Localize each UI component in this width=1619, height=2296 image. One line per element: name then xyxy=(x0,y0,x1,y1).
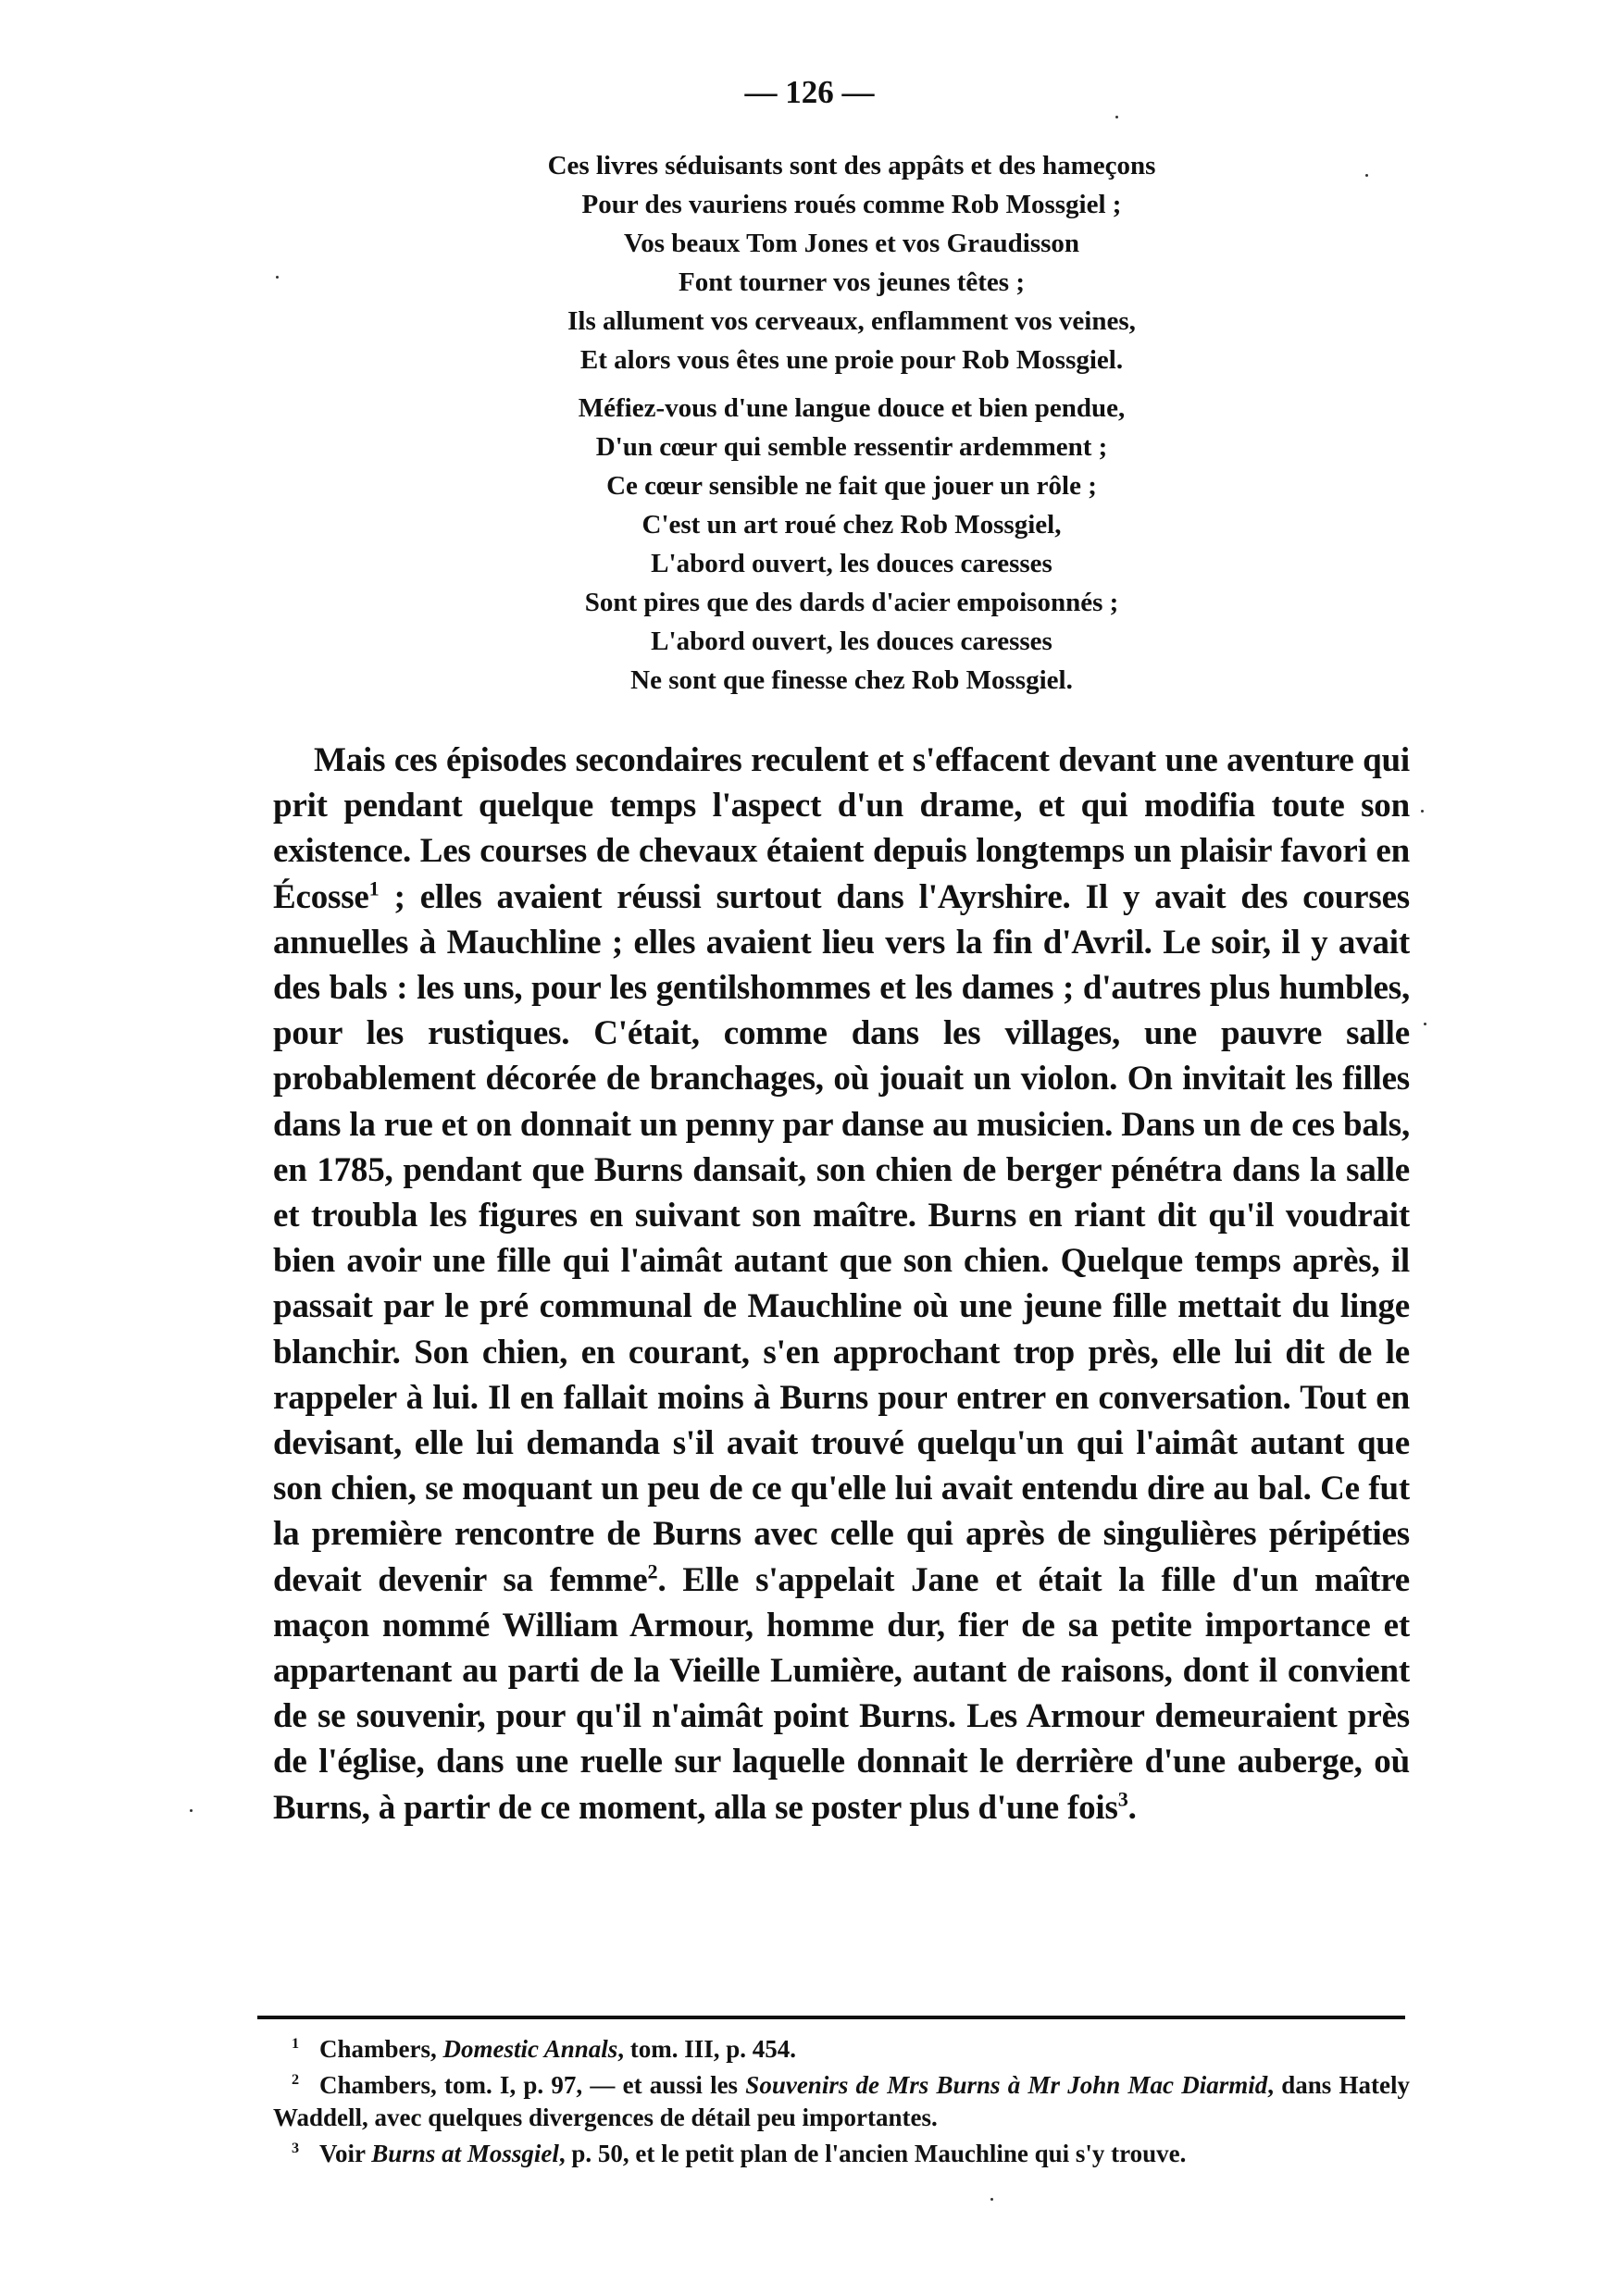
poem-stanza-1 xyxy=(426,146,1277,379)
footnote-text: Chambers, tom. I, p. 97, — et aussi les xyxy=(319,2071,746,2099)
scan-speck xyxy=(1424,1023,1426,1025)
scan-speck xyxy=(276,276,279,279)
footnote-title: Burns at Mossgiel xyxy=(371,2140,559,2167)
poem-line: L'abord ouvert, les douces caresses xyxy=(651,627,1052,656)
page-number: — 126 — xyxy=(744,74,875,110)
poem-line: Ces livres séduisants sont des appâts et des hameçons xyxy=(547,151,1156,180)
paragraph-text: . Elle s'appelait Jane et était la fille d'un maître maçon nommé William Armour, homme dur, fier de sa petite importance et appartenant au parti de la Vieille Lumière, autant de raisons, dont il convient de se souvenir, pour qu'il n'aimât point Burns. Les Armour demeuraient près de l'église, dans une ruelle sur laquelle donnait le derrière d'une auberge, où Burns, à partir de ce moment, alla se poster plus d'une fois xyxy=(273,1560,1410,1827)
poem-line: Ce cœur sensible ne fait que jouer un rôle ; xyxy=(606,471,1097,501)
body-paragraph xyxy=(273,738,1410,1831)
scan-speck xyxy=(190,1809,193,1812)
scan-speck xyxy=(990,2198,993,2201)
paragraph-text: . xyxy=(1127,1788,1137,1827)
paragraph-text: ; elles avaient réussi surtout dans l'Ayrshire. Il y avait des courses annuelles à Mauchline ; elles avaient lieu vers la fin d'Avril. Le soir, il y avait des bals : les uns, pour les gentilshommes et les dames ; d'autres plus humbles, pour les rustiques. C'était, comme dans les villages, une pauvre salle probablement décorée de branchages, où jouait un violon. On invitait les filles dans la rue et on donnait un penny par danse au musicien. Dans un de ces bals, en 1785, pendant que Burns dansait, son chien de berger pénétra dans la salle et troubla les figures en suivant son maître. Burns en riant dit qu'il voudrait bien avoir une fille qui l'aimât autant que son chien. Quelque temps après, il passait par le pré communal de Mauchline où une jeune fille mettait du linge blanchir. Son chien, en courant, s'en approchant trop près, elle lui dit de le rappeler à lui. Il en fallait moins à Burns pour entrer en conversation. Tout en devisant, elle lui demanda s'il avait trouvé quelqu'un qui l'aimât autant que son chien, se moquant un peu de ce qu'elle lui avait entendu dire au bal. Ce fut la première rencontre de Burns avec celle qui après de singulières péripéties devait devenir sa femme xyxy=(273,877,1410,1599)
poem-line: C'est un art roué chez Rob Mossgiel, xyxy=(641,510,1062,540)
scan-speck xyxy=(1115,116,1118,118)
footnote-ref-3: 3 xyxy=(1117,1787,1128,1811)
footnote-text: , p. 50, et le petit plan de l'ancien Mauchline qui s'y trouve. xyxy=(558,2140,1187,2167)
poem-line: L'abord ouvert, les douces caresses xyxy=(651,549,1052,578)
footnote-text: , tom. III, p. 454. xyxy=(617,2035,797,2063)
scan-speck xyxy=(1421,810,1424,813)
footnote-text: Voir xyxy=(319,2140,372,2167)
footnote-ref-1: 1 xyxy=(368,876,380,900)
footnote-divider xyxy=(257,2016,1405,2019)
footnote-title: Souvenirs de Mrs Burns à Mr John Mac Diarmid xyxy=(745,2071,1268,2099)
footnote-3: $^3$ Voir Burns at Mossgiel, p. 50, et le petit plan de l'ancien Mauchline qui s'y trouve. xyxy=(292,2140,1187,2167)
footnote-2: $^2$ Chambers, tom. I, p. 97, — et aussi les Souvenirs de Mrs Burns à Mr John Mac Diarmid, dans Hately Waddell, avec quelques divergences de détail peu importantes. xyxy=(273,2071,1410,2131)
poem-line: Sont pires que des dards d'acier empoisonnés ; xyxy=(584,588,1119,617)
poem-line: D'un cœur qui semble ressentir ardemment ; xyxy=(595,432,1108,462)
footnote-title: Domestic Annals xyxy=(442,2035,618,2063)
poem-line: Et alors vous êtes une proie pour Rob Mossgiel. xyxy=(579,345,1124,375)
scan-speck xyxy=(1365,174,1368,177)
poem-line: Ne sont que finesse chez Rob Mossgiel. xyxy=(630,665,1073,695)
poem-line: Font tourner vos jeunes têtes ; xyxy=(679,267,1025,297)
poem-line: Ils allument vos cerveaux, enflamment vos veines, xyxy=(567,306,1136,336)
footnotes xyxy=(273,2033,1410,2174)
poem-line: Méfiez-vous d'une langue douce et bien pendue, xyxy=(578,393,1126,423)
poem-line: Pour des vauriens roués comme Rob Mossgiel ; xyxy=(581,190,1122,219)
footnote-ref-2: 2 xyxy=(647,1559,658,1583)
paragraph-text: Mais ces épisodes secondaires reculent et s'effacent devant une aventure qui prit pendant quelque temps l'aspect d'un drame, et qui modifia toute son existence. Les courses de chevaux étaient depuis longtemps un plaisir favori en Écosse xyxy=(273,741,1410,916)
poem-line: Vos beaux Tom Jones et vos Graudisson xyxy=(623,229,1080,258)
poem-stanza-2 xyxy=(426,389,1277,700)
footnote-1: $^1$ Chambers, Domestic Annals, tom. III, p. 454. xyxy=(292,2035,797,2063)
footnote-text: Chambers, xyxy=(319,2035,443,2063)
footnote-text: , dans Hately Waddell, avec quelques divergences de détail peu importantes. xyxy=(273,2071,1410,2131)
